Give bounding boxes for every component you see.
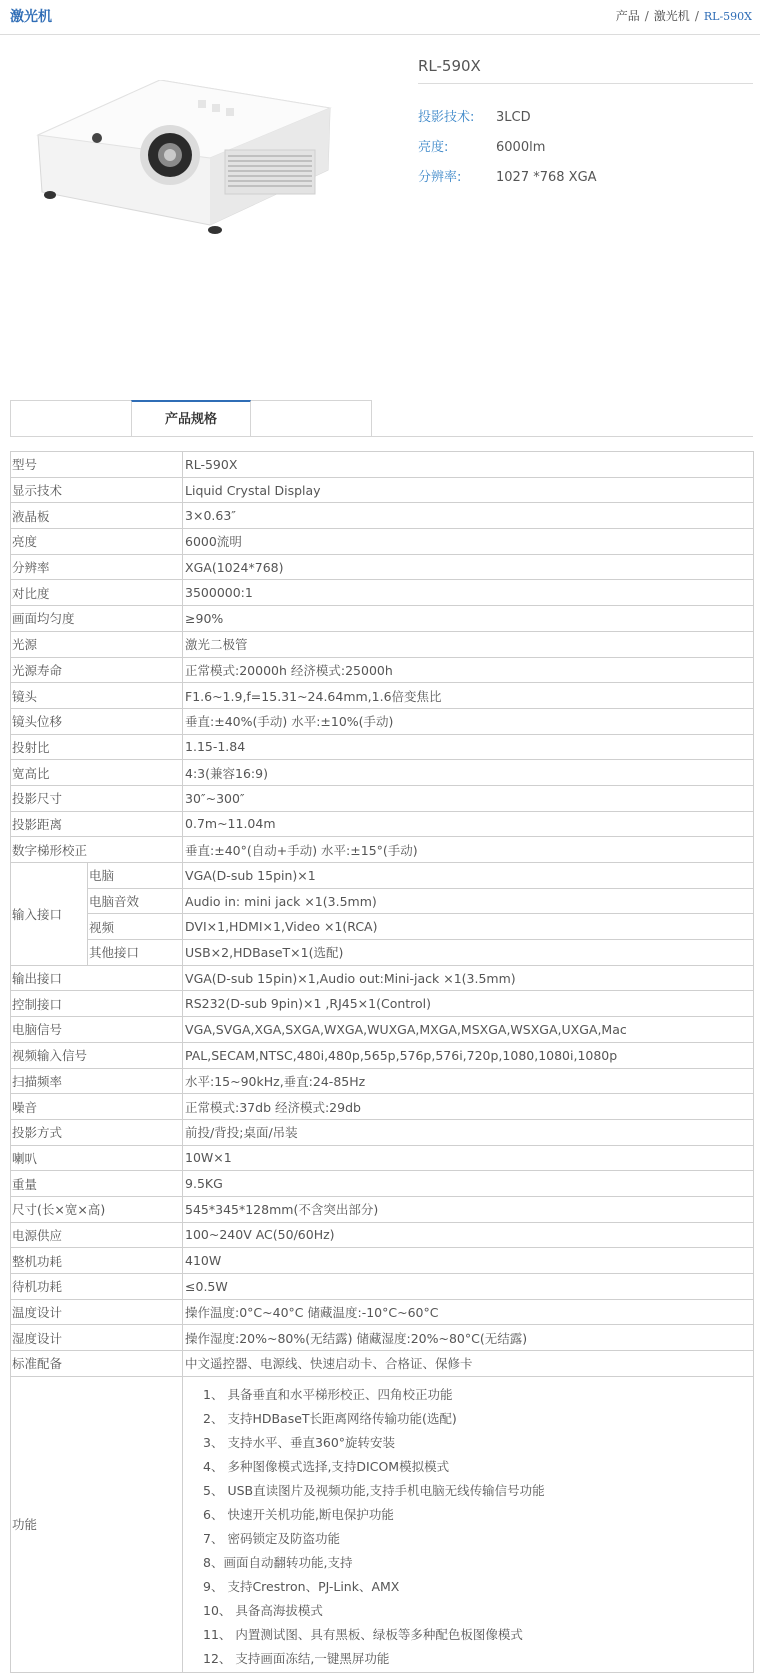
spec-value: 4:3(兼容16:9) <box>183 760 754 786</box>
feature-list-cell <box>183 1376 754 1672</box>
spec-row <box>11 1145 754 1171</box>
spec-row <box>11 991 754 1017</box>
spec-value: VGA,SVGA,XGA,SXGA,WXGA,WUXGA,MXGA,MSXGA,WSXGA,UXGA,Mac <box>183 1017 754 1043</box>
spec-value: 3×0.63″ <box>183 503 754 529</box>
spec-row <box>11 657 754 683</box>
spec-row <box>11 785 754 811</box>
summary-resolution <box>418 166 597 185</box>
tab-divider <box>10 436 753 437</box>
product-model-title: RL-590X <box>418 57 481 75</box>
spec-sublabel: 其他接口 <box>88 940 183 966</box>
spec-row <box>11 837 754 863</box>
spec-row <box>11 1094 754 1120</box>
spec-label: 标准配备 <box>11 1351 183 1377</box>
spec-row <box>11 477 754 503</box>
spec-label: 投影尺寸 <box>11 785 183 811</box>
spec-row <box>11 965 754 991</box>
spec-label: 输出接口 <box>11 965 183 991</box>
spec-sublabel: 视频 <box>88 914 183 940</box>
summary-label: 亮度: <box>418 140 449 155</box>
spec-row <box>11 1171 754 1197</box>
feature-item: 7、 密码锁定及防盗功能 <box>203 1530 340 1546</box>
feature-item: 4、 多种图像模式选择,支持DICOM模拟模式 <box>203 1458 450 1474</box>
spec-value: F1.6~1.9,f=15.31~24.64mm,1.6倍变焦比 <box>183 683 754 709</box>
summary-value: 3LCD <box>496 110 531 125</box>
spec-group-label: 输入接口 <box>11 863 88 966</box>
spec-value: USB×2,HDBaseT×1(选配) <box>183 940 754 966</box>
spec-value: 操作温度:0°C~40°C 储藏温度:-10°C~60°C <box>183 1299 754 1325</box>
spec-label: 整机功耗 <box>11 1248 183 1274</box>
spec-label: 重量 <box>11 1171 183 1197</box>
feature-item: 11、 内置测试图、具有黑板、绿板等多种配色板图像模式 <box>203 1626 523 1642</box>
spec-label: 电源供应 <box>11 1222 183 1248</box>
spec-value: 正常模式:20000h 经济模式:25000h <box>183 657 754 683</box>
spec-row <box>11 1299 754 1325</box>
spec-value: RS232(D-sub 9pin)×1 ,RJ45×1(Control) <box>183 991 754 1017</box>
spec-row <box>11 1274 754 1300</box>
spec-row <box>11 606 754 632</box>
spec-row <box>11 914 754 940</box>
breadcrumb-products[interactable]: 产品 <box>615 9 640 23</box>
feature-item: 5、 USB直读图片及视频功能,支持手机电脑无线传输信号功能 <box>203 1482 545 1498</box>
spec-value: XGA(1024*768) <box>183 554 754 580</box>
spec-row <box>11 452 754 478</box>
spec-value: 水平:15~90kHz,垂直:24-85Hz <box>183 1068 754 1094</box>
feature-item: 10、 具备高海拔模式 <box>203 1602 323 1618</box>
title-divider <box>418 83 753 84</box>
spec-label: 光源 <box>11 631 183 657</box>
spec-sublabel: 电脑音效 <box>88 888 183 914</box>
spec-value: 410W <box>183 1248 754 1274</box>
spec-label: 投影距离 <box>11 811 183 837</box>
spec-value: PAL,SECAM,NTSC,480i,480p,565p,576p,576i,720p,1080,1080i,1080p <box>183 1042 754 1068</box>
spec-row <box>11 760 754 786</box>
tab-bar <box>10 400 372 437</box>
spec-value: 激光二极管 <box>183 631 754 657</box>
spec-row <box>11 529 754 555</box>
spec-value: 0.7m~11.04m <box>183 811 754 837</box>
summary-label: 投影技术: <box>418 110 475 125</box>
spec-row <box>11 554 754 580</box>
tab-product-specs[interactable]: 产品规格 <box>131 400 251 436</box>
feature-item: 12、 支持画面冻结,一键黑屏功能 <box>203 1650 390 1666</box>
spec-row <box>11 811 754 837</box>
spec-label: 光源寿命 <box>11 657 183 683</box>
spec-label: 尺寸(长×宽×高) <box>11 1196 183 1222</box>
spec-label: 投射比 <box>11 734 183 760</box>
feature-item: 1、 具备垂直和水平梯形校正、四角校正功能 <box>203 1386 453 1402</box>
spec-label: 功能 <box>11 1376 183 1672</box>
spec-label: 分辨率 <box>11 554 183 580</box>
feature-item: 6、 快速开关机功能,断电保护功能 <box>203 1506 394 1522</box>
spec-label: 控制接口 <box>11 991 183 1017</box>
spec-value: 3500000:1 <box>183 580 754 606</box>
spec-value: Audio in: mini jack ×1(3.5mm) <box>183 888 754 914</box>
spec-label: 温度设计 <box>11 1299 183 1325</box>
spec-value: 垂直:±40°(自动+手动) 水平:±15°(手动) <box>183 837 754 863</box>
feature-item: 2、 支持HDBaseT长距离网络传输功能(选配) <box>203 1410 457 1426</box>
spec-row <box>11 1068 754 1094</box>
feature-item: 3、 支持水平、垂直360°旋转安装 <box>203 1434 396 1450</box>
feature-item: 8、画面自动翻转功能,支持 <box>203 1554 353 1570</box>
spec-value: 1.15-1.84 <box>183 734 754 760</box>
spec-row-features <box>11 1376 754 1672</box>
spec-row <box>11 1119 754 1145</box>
breadcrumb-laser[interactable]: 激光机 <box>653 9 690 23</box>
spec-sublabel: 电脑 <box>88 863 183 889</box>
summary-value: 6000lm <box>496 140 546 155</box>
spec-row <box>11 1325 754 1351</box>
spec-row <box>11 580 754 606</box>
spec-row <box>11 1042 754 1068</box>
spec-value: 545*345*128mm(不含突出部分) <box>183 1196 754 1222</box>
spec-row <box>11 683 754 709</box>
spec-row <box>11 888 754 914</box>
breadcrumb <box>616 7 752 24</box>
spec-row <box>11 503 754 529</box>
spec-value: 前投/背投;桌面/吊装 <box>183 1119 754 1145</box>
spec-label: 投影方式 <box>11 1119 183 1145</box>
breadcrumb-separator: / <box>694 9 699 23</box>
spec-label: 待机功耗 <box>11 1274 183 1300</box>
spec-label: 型号 <box>11 452 183 478</box>
spec-value: 6000流明 <box>183 529 754 555</box>
spec-row <box>11 863 754 889</box>
projector-image <box>30 80 360 240</box>
spec-value: VGA(D-sub 15pin)×1,Audio out:Mini-jack ×1(3.5mm) <box>183 965 754 991</box>
spec-value: 中文遥控器、电源线、快速启动卡、合格证、保修卡 <box>183 1351 754 1377</box>
feature-item: 9、 支持Crestron、PJ-Link、AMX <box>203 1578 400 1594</box>
spec-label: 对比度 <box>11 580 183 606</box>
spec-label: 镜头位移 <box>11 708 183 734</box>
spec-label: 亮度 <box>11 529 183 555</box>
spec-value: 正常模式:37db 经济模式:29db <box>183 1094 754 1120</box>
spec-label: 湿度设计 <box>11 1325 183 1351</box>
spec-label: 电脑信号 <box>11 1017 183 1043</box>
spec-label: 噪音 <box>11 1094 183 1120</box>
breadcrumb-current: RL-590X <box>703 10 752 23</box>
spec-value: 垂直:±40%(手动) 水平:±10%(手动) <box>183 708 754 734</box>
spec-label: 扫描频率 <box>11 1068 183 1094</box>
summary-brightness <box>418 136 545 155</box>
spec-row <box>11 940 754 966</box>
spec-row <box>11 1351 754 1377</box>
spec-value: DVI×1,HDMI×1,Video ×1(RCA) <box>183 914 754 940</box>
spec-value: ≥90% <box>183 606 754 632</box>
spec-row <box>11 1017 754 1043</box>
spec-label: 显示技术 <box>11 477 183 503</box>
spec-value: ≤0.5W <box>183 1274 754 1300</box>
spec-label: 画面均匀度 <box>11 606 183 632</box>
spec-row <box>11 631 754 657</box>
spec-value: RL-590X <box>183 452 754 478</box>
spec-value: Liquid Crystal Display <box>183 477 754 503</box>
spec-row <box>11 1248 754 1274</box>
spec-value: 9.5KG <box>183 1171 754 1197</box>
spec-value: 操作湿度:20%~80%(无结露) 储藏湿度:20%~80°C(无结露) <box>183 1325 754 1351</box>
spec-row <box>11 1196 754 1222</box>
feature-list <box>185 1377 753 1671</box>
spec-label: 数字梯形校正 <box>11 837 183 863</box>
summary-technology <box>418 106 531 125</box>
spec-table <box>10 451 754 1673</box>
category-title: 激光机 <box>10 9 52 25</box>
breadcrumb-separator: / <box>644 9 649 23</box>
summary-value: 1027 *768 XGA <box>496 170 597 185</box>
spec-value: VGA(D-sub 15pin)×1 <box>183 863 754 889</box>
spec-value: 30″~300″ <box>183 785 754 811</box>
spec-label: 视频输入信号 <box>11 1042 183 1068</box>
spec-row <box>11 1222 754 1248</box>
spec-label: 镜头 <box>11 683 183 709</box>
summary-label: 分辨率: <box>418 170 462 185</box>
spec-value: 100~240V AC(50/60Hz) <box>183 1222 754 1248</box>
spec-value: 10W×1 <box>183 1145 754 1171</box>
header-bar <box>0 0 760 35</box>
spec-row <box>11 734 754 760</box>
spec-label: 喇叭 <box>11 1145 183 1171</box>
spec-row <box>11 708 754 734</box>
spec-label: 液晶板 <box>11 503 183 529</box>
spec-label: 宽高比 <box>11 760 183 786</box>
